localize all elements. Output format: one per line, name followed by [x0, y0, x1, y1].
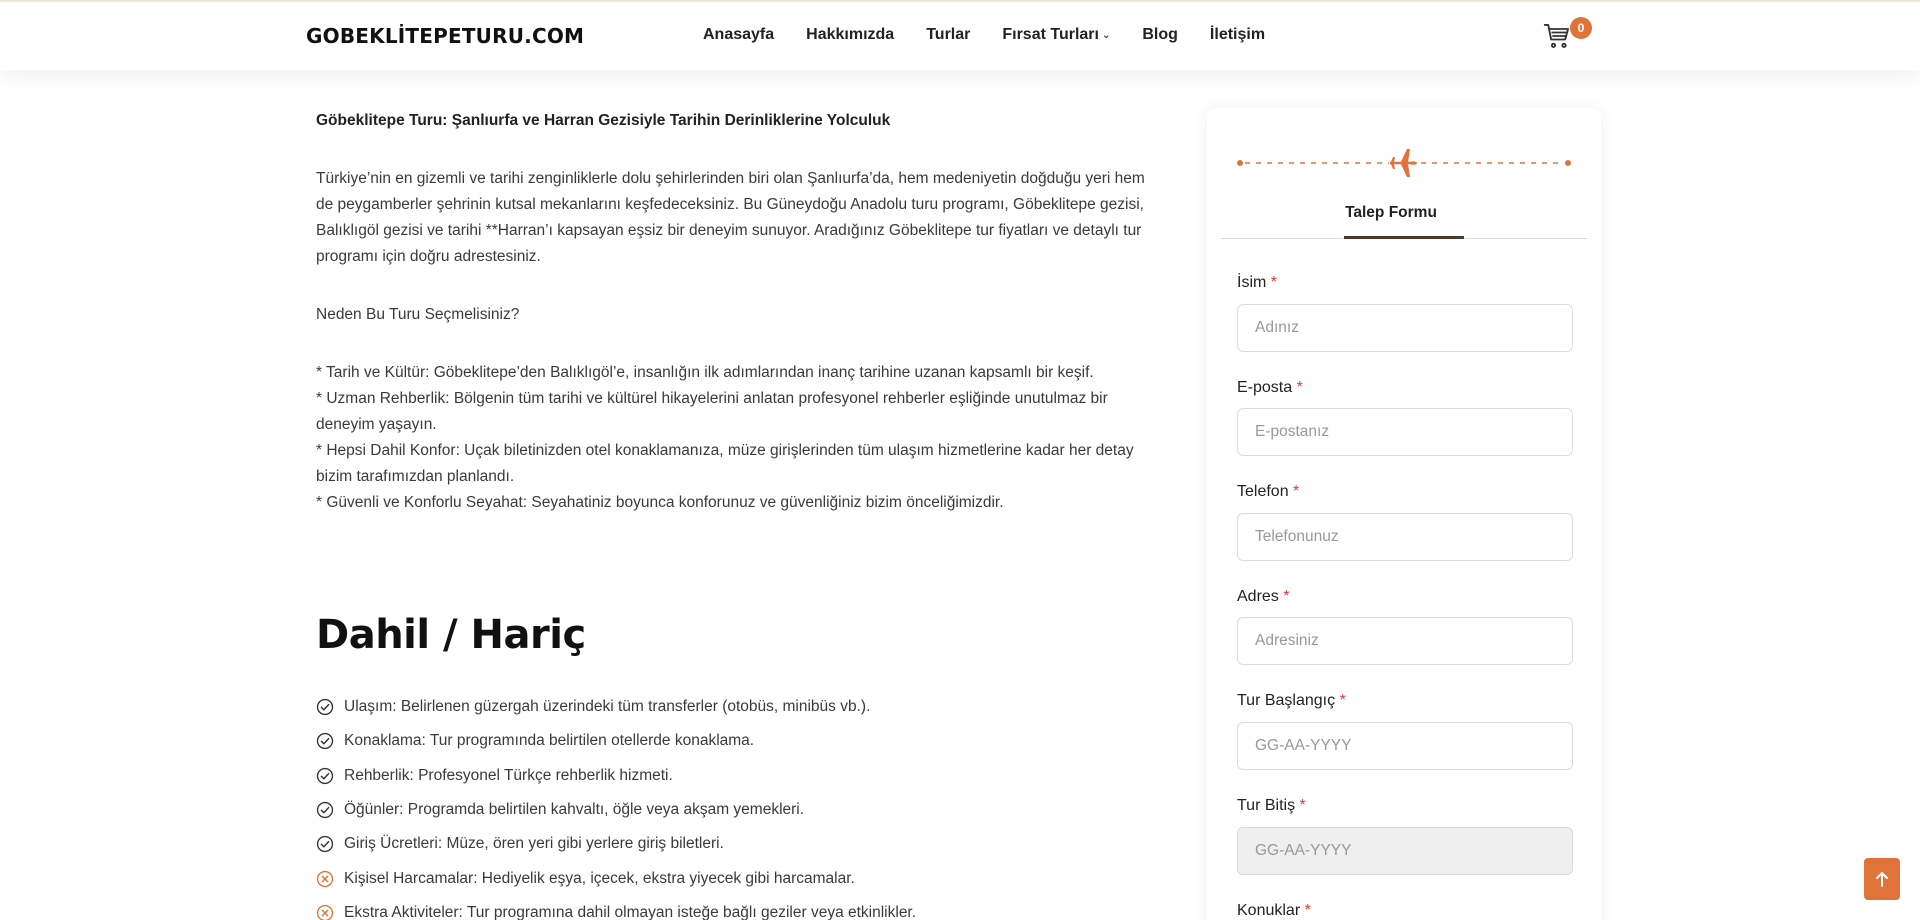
x-circle-icon — [316, 870, 334, 888]
field-label-text: İsim — [1237, 274, 1267, 291]
tab-talep-formu[interactable]: Talep Formu — [1345, 204, 1437, 221]
nav-firsat-turlari[interactable] — [1002, 26, 1110, 44]
address-input[interactable] — [1237, 617, 1573, 665]
list-item-text: Ekstra Aktiviteler: Tur programına dahil olmayan isteğe bağlı geziler veya etkinlikler. — [344, 903, 917, 920]
nav-label: Turlar — [926, 26, 971, 43]
tour-end-input[interactable] — [1237, 827, 1573, 875]
back-to-top-button[interactable] — [1864, 858, 1900, 900]
nav-iletisim[interactable] — [1210, 26, 1265, 44]
required-mark: * — [1296, 379, 1303, 396]
included-excluded-list — [316, 690, 1146, 920]
nav-turlar[interactable] — [926, 26, 970, 44]
tour-end-label — [1237, 797, 1306, 815]
nav-label: Blog — [1142, 26, 1178, 43]
why-title: Neden Bu Turu Seçmelisiniz? — [316, 306, 520, 323]
request-form-card — [1207, 108, 1601, 920]
included-item — [316, 690, 1146, 724]
required-mark: * — [1304, 902, 1311, 919]
field-label-text: Tur Başlangıç — [1237, 692, 1336, 709]
list-item-text: Kişisel Harcamalar: Hediyelik eşya, içecek, ekstra yiyecek gibi harcamalar. — [344, 869, 855, 887]
nav-anasayfa[interactable] — [703, 26, 774, 44]
name-input[interactable] — [1237, 304, 1573, 352]
email-input[interactable] — [1237, 408, 1573, 456]
required-mark: * — [1339, 692, 1346, 709]
cart-count-badge: 0 — [1570, 17, 1592, 39]
check-circle-icon — [316, 732, 334, 750]
required-mark: * — [1299, 797, 1306, 814]
email-label — [1237, 379, 1303, 397]
required-mark: * — [1270, 274, 1278, 291]
feature-bullet: * Uzman Rehberlik: Bölgenin tüm tarihi ve kültürel hikayelerini anlatan profesyonel rehberler eşliğinde unutulmaz bir deneyim yaşayın. — [316, 390, 1108, 433]
plane-icon — [1390, 149, 1417, 177]
included-item — [316, 827, 1146, 861]
arrow-up-icon — [1874, 870, 1890, 888]
nav-label: Anasayfa — [703, 26, 775, 43]
excluded-item — [316, 896, 1146, 920]
nav-blog[interactable] — [1142, 26, 1178, 44]
intro-paragraph: Türkiye’nin en gizemli ve tarihi zenginliklerle dolu şehirlerinden biri olan Şanlıurfa’da, hem medeniyetin doğduğu yeri hem de peygamberler şehrinin kutsal mekanlarını keşfedeceksiniz. Bu Güneydoğu Anadolu turu programı, Göbeklitepe gezisi, Balıklıgöl gezisi ve tarihi **Harran’ı kapsayan eşsiz bir deneyim sunuyor. Aradığınız Göbeklitepe tur fiyatları ve detaylı tur programı için doğru adrestesiniz. — [316, 170, 1145, 265]
included-item — [316, 793, 1146, 827]
check-circle-icon — [316, 698, 334, 716]
included-item — [316, 759, 1146, 793]
site-header — [0, 0, 1920, 70]
check-circle-icon — [316, 801, 334, 819]
section-heading: Dahil / Hariç — [316, 612, 586, 658]
field-label-text: Konuklar — [1237, 902, 1301, 919]
required-mark: * — [1293, 483, 1300, 500]
field-label-text: Adres — [1237, 588, 1279, 605]
nav-label: Hakkımızda — [806, 26, 895, 43]
list-item-text: Ulaşım: Belirlenen güzergah üzerindeki tüm transferler (otobüs, minibüs vb.). — [344, 698, 871, 716]
list-item-text: Giriş Ücretleri: Müze, ören yeri gibi yerlere giriş biletleri. — [344, 835, 724, 853]
list-item-text: Öğünler: Programda belirtilen kahvaltı, öğle veya akşam yemekleri. — [344, 801, 805, 819]
site-logo[interactable]: GOBEKLİTEPETURU.COM — [306, 24, 585, 48]
field-label-text: Tur Bitiş — [1237, 797, 1296, 814]
cart-icon[interactable] — [1543, 22, 1571, 50]
feature-bullet: * Hepsi Dahil Konfor: Uçak biletinizden otel konaklamanıza, müze girişlerinden tüm ulaşım hizmetlerine kadar her detay bizim tarafımızdan planlandı. — [316, 442, 1134, 485]
feature-bullet: * Tarih ve Kültür: Göbeklitepe’den Balıklıgöl’e, insanlığın ilk adımlarından inanç tarihine uzanan kapsamlı bir keşif. — [316, 364, 1094, 381]
phone-input[interactable] — [1237, 513, 1573, 561]
check-circle-icon — [316, 835, 334, 853]
nav-hakkimizda[interactable] — [806, 26, 894, 44]
main-nav — [703, 26, 1297, 44]
address-label — [1237, 588, 1289, 606]
tour-description — [316, 108, 1146, 516]
tour-start-label — [1237, 692, 1346, 710]
active-tab-indicator — [1344, 236, 1464, 239]
field-label-text: Telefon — [1237, 483, 1289, 500]
field-label-text: E-posta — [1237, 379, 1293, 396]
excluded-item — [316, 861, 1146, 895]
feature-bullet: * Güvenli ve Konforlu Seyahat: Seyahatiniz boyunca konforunuz ve güvenliğiniz bizim önceliğimizdir. — [316, 494, 1004, 511]
feature-bullets — [316, 360, 1146, 516]
phone-label — [1237, 483, 1299, 501]
list-item-text: Konaklama: Tur programında belirtilen otellerde konaklama. — [344, 732, 755, 750]
plane-route-divider — [1237, 148, 1571, 178]
name-label — [1237, 274, 1277, 292]
x-circle-icon — [316, 904, 334, 920]
chevron-down-icon: ⌄ — [1101, 29, 1111, 41]
tour-start-input[interactable] — [1237, 722, 1573, 770]
list-item-text: Rehberlik: Profesyonel Türkçe rehberlik hizmeti. — [344, 766, 673, 784]
nav-label: Fırsat Turları — [1002, 26, 1099, 43]
guests-label — [1237, 902, 1311, 920]
included-item — [316, 724, 1146, 758]
check-circle-icon — [316, 767, 334, 785]
nav-label: İletişim — [1209, 26, 1266, 43]
required-mark: * — [1283, 588, 1290, 605]
intro-title: Göbeklitepe Turu: Şanlıurfa ve Harran Gezisiyle Tarihin Derinliklerine Yolculuk — [316, 112, 891, 129]
